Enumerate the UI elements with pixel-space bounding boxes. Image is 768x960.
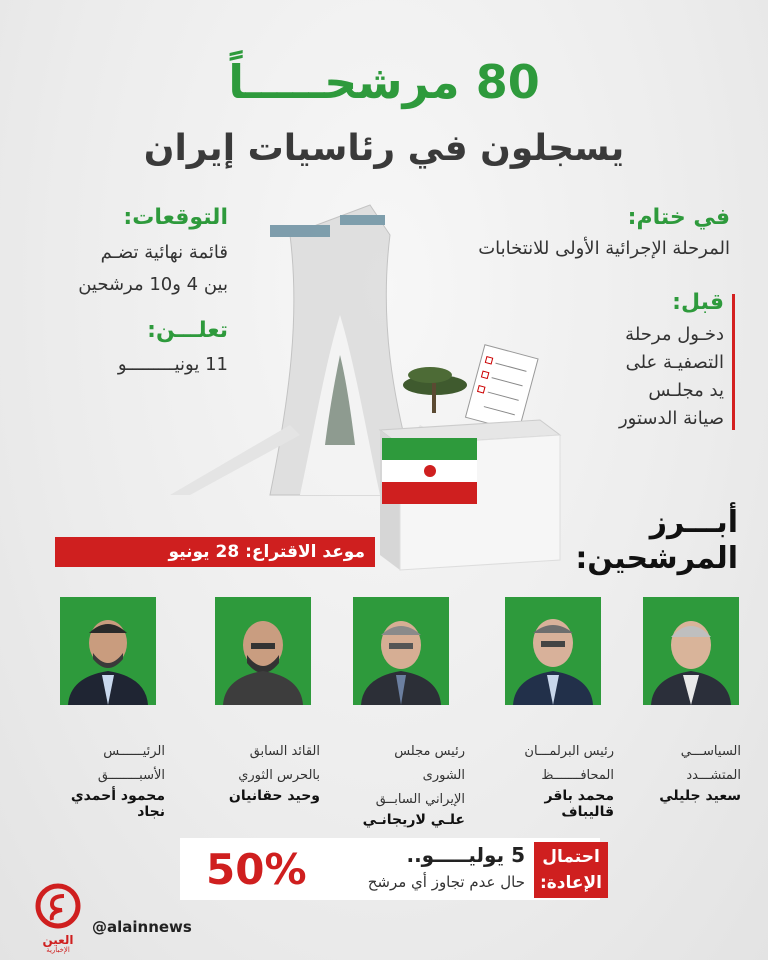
candidate-photo-ahmadinejad	[60, 597, 156, 705]
announce-text: 11 يونيـــــــــو	[117, 354, 228, 375]
candidate-role-line: الأسبــــــــق	[97, 768, 165, 783]
candidate-card-jalili	[621, 740, 741, 804]
candidate-role-line: رئيس البرلمـــان	[524, 744, 614, 759]
rerun-label-box	[534, 842, 608, 898]
candidate-role-line: القائد السابق	[249, 744, 320, 759]
rerun-label-line-2: الإعادة:	[539, 873, 603, 893]
candidates-title-line-2: المرشحين:	[575, 541, 738, 576]
ballot-paper-icon	[465, 345, 538, 432]
main-title: 80 مرشحـــــاً	[228, 55, 540, 109]
candidate-role-line: بالحرس الثوري	[238, 768, 320, 783]
candidate-role-line: المتشـــدد	[686, 768, 741, 783]
candidate-photo-haghanian	[215, 597, 311, 705]
expect-label: التوقعات:	[123, 205, 228, 230]
before-label: قبل:	[672, 290, 724, 315]
before-line-4: صيانة الدستور	[618, 408, 724, 429]
candidate-card-haghanian	[200, 740, 320, 804]
candidate-role-line: السياســـي	[680, 744, 741, 759]
expect-line-2: بين 4 و10 مرشحين	[78, 274, 228, 295]
logo-text: العين	[42, 933, 74, 947]
candidate-name: محمد باقر قاليباف	[544, 788, 614, 820]
candidate-name: علـي لاريجانـي	[362, 812, 465, 828]
candidate-role-line: الإيراني السابــق	[375, 792, 465, 807]
end-label: في ختام:	[627, 205, 730, 230]
candidate-role-line: رئيس مجلس الشورى	[394, 744, 465, 783]
logo-subtext: الإخبارية	[46, 946, 70, 954]
before-line-3: يد مجلـس	[648, 380, 724, 401]
end-text: المرحلة الإجرائية الأولى للانتخابات	[478, 238, 730, 259]
announce-label: تعلـــن:	[147, 318, 228, 343]
candidate-card-ghalibaf	[494, 740, 614, 820]
candidate-role-line: المحافـــــــظ	[541, 768, 614, 783]
rerun-condition: حال عدم تجاوز أي مرشح	[367, 873, 525, 891]
candidates-title-line-1: أبـــرز	[649, 505, 738, 540]
candidate-photo-jalili	[643, 597, 739, 705]
tree-icon	[403, 367, 467, 413]
candidate-name: سعيد جليلي	[659, 788, 741, 804]
candidate-photo-ghalibaf	[505, 597, 601, 705]
social-handle: @alainnews	[92, 918, 192, 936]
candidate-name: وحيد حقانيان	[228, 788, 320, 804]
red-accent-bar	[732, 294, 735, 430]
alain-logo	[34, 882, 82, 954]
before-line-2: التصفيـة على	[625, 352, 724, 373]
before-line-1: دخـول مرحلة	[625, 324, 724, 345]
vote-date-banner: موعد الاقتراع: 28 يونيو	[55, 537, 375, 567]
alain-logo-icon	[34, 882, 82, 930]
expect-line-1: قائمة نهائية تضـم	[100, 242, 228, 263]
candidates-title	[575, 505, 738, 577]
subtitle: يسجلون في رئاسيات إيران	[143, 128, 625, 169]
candidate-card-ahmadinejad	[40, 740, 165, 820]
rerun-label-line-1: احتمال	[542, 847, 600, 867]
ballot-box-icon	[380, 420, 560, 570]
rerun-date: 5 يوليـــــو..	[406, 843, 525, 867]
candidate-photo-larijani	[353, 597, 449, 705]
candidate-name: محمود أحمدي نجاد	[70, 788, 165, 820]
rerun-percent: 50%	[206, 845, 307, 894]
candidate-role-line: الرئيــــــس	[103, 744, 165, 759]
candidate-card-larijani	[345, 740, 465, 828]
